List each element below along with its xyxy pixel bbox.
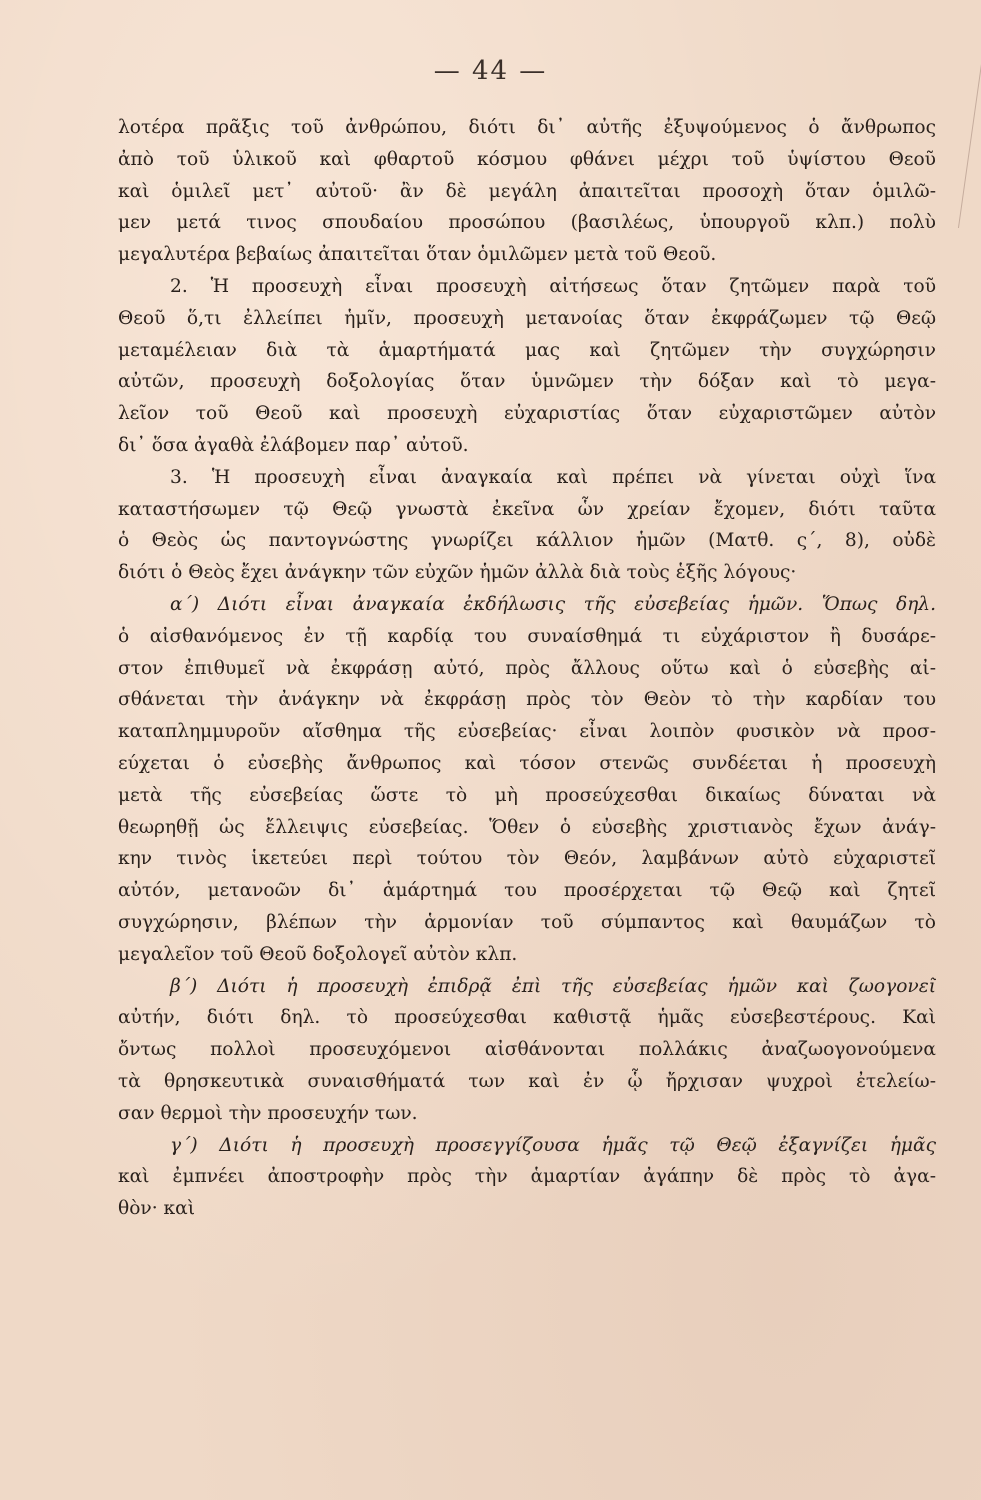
text-line: ὁ Θεὸς ὡς παντογνώστης γνωρίζει κάλλιον ἡμῶν (Ματθ. ς΄, 8), οὐδὲ: [118, 530, 936, 552]
text-line: καταπλημμυροῦν αἴσθημα τῆς εὐσεβείας· εἶναι λοιπὸν φυσικὸν νὰ προσ-: [118, 721, 936, 743]
text-line: αὐτήν, διότι δηλ. τὸ προσεύχεσθαι καθιστᾷ ἡμᾶς εὐσεβεστέρους. Καὶ: [118, 1007, 936, 1029]
text-line: τὰ θρησκευτικὰ συναισθήματά των καὶ ἐν ᾧ ἤρχισαν ψυχροὶ ἐτελείω-: [118, 1070, 936, 1092]
text-line: συγχώρησιν, βλέπων τὴν ἁρμονίαν τοῦ σύμπαντος καὶ θαυμάζων τὸ: [118, 911, 936, 933]
text-line: ὁ αἰσθανόμενος ἐν τῇ καρδίᾳ του συναίσθημά τι εὐχάριστον ἢ δυσάρε-: [118, 625, 936, 647]
text-line: λοτέρα πρᾶξις τοῦ ἀνθρώπου, διότι δι᾽ αὐτῆς ἐξυψούμενος ὁ ἄνθρωπος: [118, 117, 936, 138]
text-line: μετὰ τῆς εὐσεβείας ὥστε τὸ μὴ προσεύχεσθαι δικαίως δύναται νὰ: [118, 784, 936, 806]
text-line: αὐτῶν, προσευχὴ δοξολογίας ὅταν ὑμνῶμεν τὴν δόξαν καὶ τὸ μεγα-: [118, 371, 936, 393]
text-line: λεῖον τοῦ Θεοῦ καὶ προσευχὴ εὐχαριστίας ὅταν εὐχαριστῶμεν αὐτὸν: [118, 403, 936, 425]
text-line: μεγαλυτέρα βεβαίως ἀπαιτεῖται ὅταν ὁμιλῶμεν μετὰ τοῦ Θεοῦ.: [118, 244, 717, 266]
text-line: θὸν· καὶ: [118, 1198, 195, 1220]
text-line: ὄντως πολλοὶ προσευχόμενοι αἰσθάνονται πολλάκις ἀναζωογονούμενα: [118, 1039, 936, 1061]
body-text: [118, 112, 936, 1225]
text-line: εύχεται ὁ εὐσεβὴς ἄνθρωπος καὶ τόσον στενῶς συνδέεται ἡ προσευχὴ: [118, 752, 936, 774]
text-line: γ΄) Διότι ἡ προσευχὴ προσεγγίζουσα ἡμᾶς τῷ Θεῷ ἐξαγνίζει ἡμᾶς: [170, 1134, 936, 1156]
text-line: 3. Ἡ προσευχὴ εἶναι ἀναγκαία καὶ πρέπει νὰ γίνεται οὐχὶ ἵνα: [170, 466, 936, 488]
text-line: καταστήσωμεν τῷ Θεῷ γνωστὰ ἐκεῖνα ὧν χρείαν ἔχομεν, διότι ταῦτα: [118, 498, 936, 520]
text-line: καὶ ἐμπνέει ἀποστροφὴν πρὸς τὴν ἁμαρτίαν ἀγάπην δὲ πρὸς τὸ ἀγα-: [118, 1166, 936, 1188]
text-line: στον ἐπιθυμεῖ νὰ ἐκφράσῃ αὐτό, πρὸς ἄλλους οὕτω καὶ ὁ εὐσεβὴς αἰ-: [118, 657, 936, 679]
text-line: αὐτόν, μετανοῶν δι᾽ ἁμάρτημά του προσέρχεται τῷ Θεῷ καὶ ζητεῖ: [118, 880, 936, 902]
text-line: ἀπὸ τοῦ ὑλικοῦ καὶ φθαρτοῦ κόσμου φθάνει μέχρι τοῦ ὑψίστου Θεοῦ: [118, 148, 936, 170]
text-line: μεν μετά τινος σπουδαίου προσώπου (βασιλέως, ὑπουργοῦ κλπ.) πολὺ: [118, 212, 936, 234]
text-line: 2. Ἡ προσευχὴ εἶναι προσευχὴ αἰτήσεως ὅταν ζητῶμεν παρὰ τοῦ: [170, 275, 936, 297]
text-line: καὶ ὁμιλεῖ μετ᾽ αὐτοῦ· ἂν δὲ μεγάλη ἀπαιτεῖται προσοχὴ ὅταν ὁμιλῶ-: [118, 180, 936, 202]
text-line: α΄) Διότι εἶναι ἀναγκαία ἐκδήλωσις τῆς εὐσεβείας ἡμῶν. Ὅπως δηλ.: [170, 593, 936, 615]
text-line: Θεοῦ ὅ,τι ἐλλείπει ἡμῖν, προσευχὴ μετανοίας ὅταν ἐκφράζωμεν τῷ Θεῷ: [118, 307, 936, 329]
text-line: κην τινὸς ἱκετεύει περὶ τούτου τὸν Θεόν, λαμβάνων αὐτὸ εὐχαριστεῖ: [118, 848, 936, 870]
text-line: μεταμέλειαν διὰ τὰ ἁμαρτήματά μας καὶ ζητῶμεν τὴν συγχώρησιν: [118, 339, 936, 361]
text-line: σαν θερμοὶ τὴν προσευχήν των.: [118, 1102, 418, 1124]
text-line: διότι ὁ Θεὸς ἔχει ἀνάγκην τῶν εὐχῶν ἡμῶν ἀλλὰ διὰ τοὺς ἑξῆς λόγους·: [118, 562, 797, 584]
text-line: β΄) Διότι ἡ προσευχὴ ἐπιδρᾷ ἐπὶ τῆς εὐσεβείας ἡμῶν καὶ ζωογονεῖ: [170, 975, 936, 997]
page-number: — 44 —: [433, 56, 548, 86]
text-line: δι᾽ ὅσα ἀγαθὰ ἐλάβομεν παρ᾽ αὐτοῦ.: [118, 434, 469, 456]
text-line: μεγαλεῖον τοῦ Θεοῦ δοξολογεῖ αὐτὸν κλπ.: [118, 943, 518, 965]
text-line: θεωρηθῇ ὡς ἔλλειψις εὐσεβείας. Ὅθεν ὁ εὐσεβὴς χριστιανὸς ἔχων ἀνάγ-: [118, 816, 936, 838]
text-line: σθάνεται τὴν ἀνάγκην νὰ ἐκφράσῃ πρὸς τὸν Θεὸν τὸ τὴν καρδίαν του: [118, 689, 936, 711]
